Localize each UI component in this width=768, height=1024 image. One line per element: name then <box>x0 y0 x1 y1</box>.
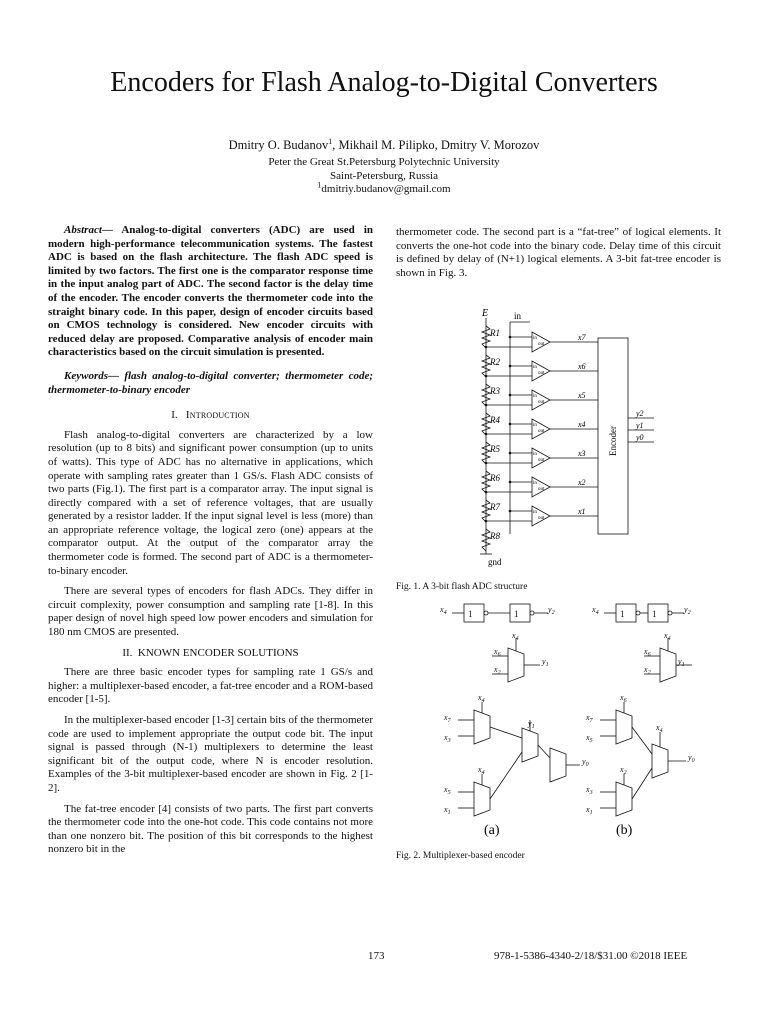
email-line <box>0 180 768 197</box>
encoder-output-label: y0 <box>636 433 644 442</box>
label-encoder: Encoder <box>608 426 618 456</box>
comparator-in-label: in <box>533 510 537 515</box>
svg-text:x4: $x_4$ <box>592 605 599 616</box>
comparator-output-label: x5 <box>578 391 586 400</box>
svg-text:x1: $x_1$ <box>586 805 593 816</box>
gate-label: 1 <box>468 609 473 619</box>
panel-b-label: (b) <box>616 823 633 838</box>
author-list <box>0 138 768 153</box>
svg-text:x6: $x_6$ <box>620 693 627 704</box>
comparator-out-label: out <box>538 516 545 521</box>
abstract-text: — Analog-to-digital converters (ADC) are used in modern high-performance telecommunication systems. The fastest ADC is based on the flash architecture. The flash ADC speed is limited by two factors. The first one is the comparator response time in the input analog part of ADC. The second factor is the delay time of the encoder. The encoder converts the thermometer code into the straight binary code. In this paper, design of encoder circuits based on CMOS technology is considered. New encoder circuits with reduced delay are proposed. Comparative analysis of encoder main characteristics based on the circuit simulation is presented. <box>48 224 373 359</box>
svg-text:x5: $x_5$ <box>586 733 593 744</box>
comparator-output-label: x4 <box>578 420 586 429</box>
comparator-in-label: in <box>533 336 537 341</box>
figure-1-caption: Fig. 1. A 3-bit flash ADC structure <box>396 582 528 592</box>
author-sup: 1 <box>328 136 333 146</box>
gate-label: 1 <box>652 609 657 619</box>
node <box>509 510 512 513</box>
resistor-label: R8 <box>490 531 500 541</box>
encoder-outputs <box>628 409 654 442</box>
section-heading-1 <box>48 409 373 423</box>
comparator-out-label: out <box>538 429 545 434</box>
svg-text:x5: $x_5$ <box>444 785 451 796</box>
svg-text:y0: $y_0$ <box>688 753 695 764</box>
svg-text:y0: $y_0$ <box>582 757 589 768</box>
comparator-in-label: in <box>533 481 537 486</box>
node <box>485 375 488 378</box>
node <box>485 462 488 465</box>
author-rest: , Mikhail M. Pilipko, Dmitry V. Morozov <box>332 138 540 152</box>
left-column <box>48 224 373 864</box>
comparator-out-label: out <box>538 487 545 492</box>
paragraph: In the multiplexer-based encoder [1-3] certain bits of the thermometer code are used to implement appropriate the output code bit. The input signal is passed through (N-1) multiplexers to determine the least significant bit of the output code, where N is encoder resolution. Examples of the 3-bit multiplexer-based encoder are shown in Fig. 2 [1-2]. <box>48 714 373 794</box>
node <box>509 452 512 455</box>
page-number: 173 <box>368 950 385 962</box>
svg-text:x4: $x_4$ <box>656 723 663 734</box>
node <box>485 404 488 407</box>
svg-text:x4: $x_4$ <box>512 631 519 642</box>
email: dmitriy.budanov@gmail.com <box>321 183 451 195</box>
comparator-in-label: in <box>533 394 537 399</box>
node <box>485 520 488 523</box>
comparator-output-label: x7 <box>578 333 586 342</box>
section-title-1: Introduction <box>185 409 250 422</box>
paragraph: Flash analog-to-digital converters are characterized by a low resolution (up to 8 bits) and significant power consumption (up to units of watts). This type of ADC has no alternative in applications, which operate with sampling rates greater than 1 GS/s. Flash ADC consists of two parts (Fig.1). The first part is a comparator array. The input signal is directly compared with a set of reference voltages, that are usually generated by a resistor ladder. If the input signal level is less (more) than an appropriate reference voltage, the logical zero (one) appears at the comparator output. At the output of the comparator array the thermometer code is formed. The second part of ADC is a thermometer-to-binary encoder. <box>48 428 373 577</box>
node <box>485 346 488 349</box>
paragraph: The fat-tree encoder [4] consists of two parts. The first part converts the thermometer code into the one-hot code. This code contains not more than one nonzero bit. The position of this bit corresponds to the highest nonzero bit in the <box>48 802 373 856</box>
resistor-label: R7 <box>490 502 500 512</box>
node <box>509 336 512 339</box>
svg-text:x3: $x_3$ <box>444 733 451 744</box>
comparator-in-label: in <box>533 365 537 370</box>
section-title-2: KNOWN ENCODER SOLUTIONS <box>137 646 299 659</box>
keywords <box>48 370 373 397</box>
svg-text:x4: $x_4$ <box>664 631 671 642</box>
paragraph: There are three basic encoder types for sampling rate 1 GS/s and higher: a multiplexer-based encoder, a fat-tree encoder and a ROM-based encoder [1-5]. <box>48 666 373 706</box>
comparator-out-label: out <box>538 458 545 463</box>
resistor-label: R2 <box>490 357 500 367</box>
resistor-label: R5 <box>490 444 500 454</box>
affiliation: Peter the Great St.Petersburg Polytechnic University <box>268 156 500 168</box>
paper-title: Encoders for Flash Analog-to-Digital Converters <box>110 67 658 98</box>
label-E: E <box>482 308 489 319</box>
svg-text:y1: $y_1$ <box>528 719 535 730</box>
node <box>509 394 512 397</box>
paragraph: thermometer code. The second part is a “fat-tree” of logical elements. It converts the one-hot code into the binary code. Delay time of this circuit is defined by delay of (N+1) logical elements. A 3-bit fat-tree encoder is shown in Fig. 3. <box>396 226 721 279</box>
comparator-output-label: x1 <box>578 507 586 516</box>
svg-text:x4: $x_4$ <box>478 765 485 776</box>
comparator-output-label: x3 <box>578 449 586 458</box>
section-num-2: II. <box>122 646 133 659</box>
email-sup: 1 <box>317 180 322 190</box>
svg-text:y2: $y_2$ <box>684 605 691 616</box>
author-first: Dmitry O. Budanov <box>228 138 329 152</box>
svg-text:x7: $x_7$ <box>444 713 451 724</box>
keywords-label: Keywords <box>64 369 108 382</box>
node <box>509 365 512 368</box>
figure-1-flash-adc <box>470 306 670 576</box>
comparator-output-label: x6 <box>578 362 586 371</box>
section-heading-2 <box>48 647 373 661</box>
abstract-label: Abstract <box>64 224 102 236</box>
panel-a-label: (a) <box>484 823 500 838</box>
svg-text:y1: $y_1$ <box>542 657 549 668</box>
node <box>509 423 512 426</box>
comparator-in-label: in <box>533 452 537 457</box>
comparator-array <box>485 332 598 526</box>
isbn-footer: 978-1-5386-4340-2/18/$31.00 ©2018 IEEE <box>494 950 688 962</box>
svg-text:x2: $x_2$ <box>644 665 651 676</box>
resistor-ladder <box>482 326 500 551</box>
figure-2-mux-encoder <box>438 598 698 840</box>
keywords-text: — flash analog-to-digital converter; thermometer code; thermometer-to-binary encoder <box>48 369 373 396</box>
comparator-output-label: x2 <box>578 478 586 487</box>
gate-label: 1 <box>514 609 519 619</box>
section-num-1: I. <box>171 409 178 422</box>
comparator-out-label: out <box>538 342 545 347</box>
svg-text:x2: $x_2$ <box>494 665 501 676</box>
node <box>509 481 512 484</box>
svg-text:y1: $y_1$ <box>678 657 685 668</box>
svg-text:x2: $x_2$ <box>620 765 627 776</box>
svg-text:y2: $y_2$ <box>548 605 555 616</box>
resistor-label: R4 <box>490 415 500 425</box>
comparator-out-label: out <box>538 400 545 405</box>
svg-text:x6: $x_6$ <box>644 647 651 658</box>
label-gnd: gnd <box>488 557 502 567</box>
location: Saint-Petersburg, Russia <box>330 169 438 182</box>
figure-2-caption: Fig. 2. Multiplexer-based encoder <box>396 851 525 861</box>
paragraph: There are several types of encoders for flash ADCs. They differ in circuit complexity, power consumption and sampling rate [1-8]. In this paper design of novel high speed low power encoders and simulation for 180 nm CMOS are presented. <box>48 585 373 639</box>
abstract <box>48 224 373 360</box>
right-column <box>396 226 721 287</box>
node <box>485 433 488 436</box>
gate-label: 1 <box>620 609 625 619</box>
resistor-label: R3 <box>490 386 500 396</box>
svg-text:x4: $x_4$ <box>478 693 485 704</box>
svg-text:x3: $x_3$ <box>586 785 593 796</box>
label-in: in <box>514 311 522 321</box>
svg-text:x6: $x_6$ <box>494 647 501 658</box>
encoder-output-label: y2 <box>636 409 644 418</box>
node <box>485 491 488 494</box>
resistor-label: R1 <box>490 328 500 338</box>
svg-text:x1: $x_1$ <box>444 805 451 816</box>
comparator-in-label: in <box>533 423 537 428</box>
encoder-output-label: y1 <box>636 421 644 430</box>
affiliation-block <box>0 156 768 197</box>
resistor-label: R6 <box>490 473 500 483</box>
svg-text:x4: $x_4$ <box>440 605 447 616</box>
svg-text:x7: $x_7$ <box>586 713 593 724</box>
comparator-out-label: out <box>538 371 545 376</box>
